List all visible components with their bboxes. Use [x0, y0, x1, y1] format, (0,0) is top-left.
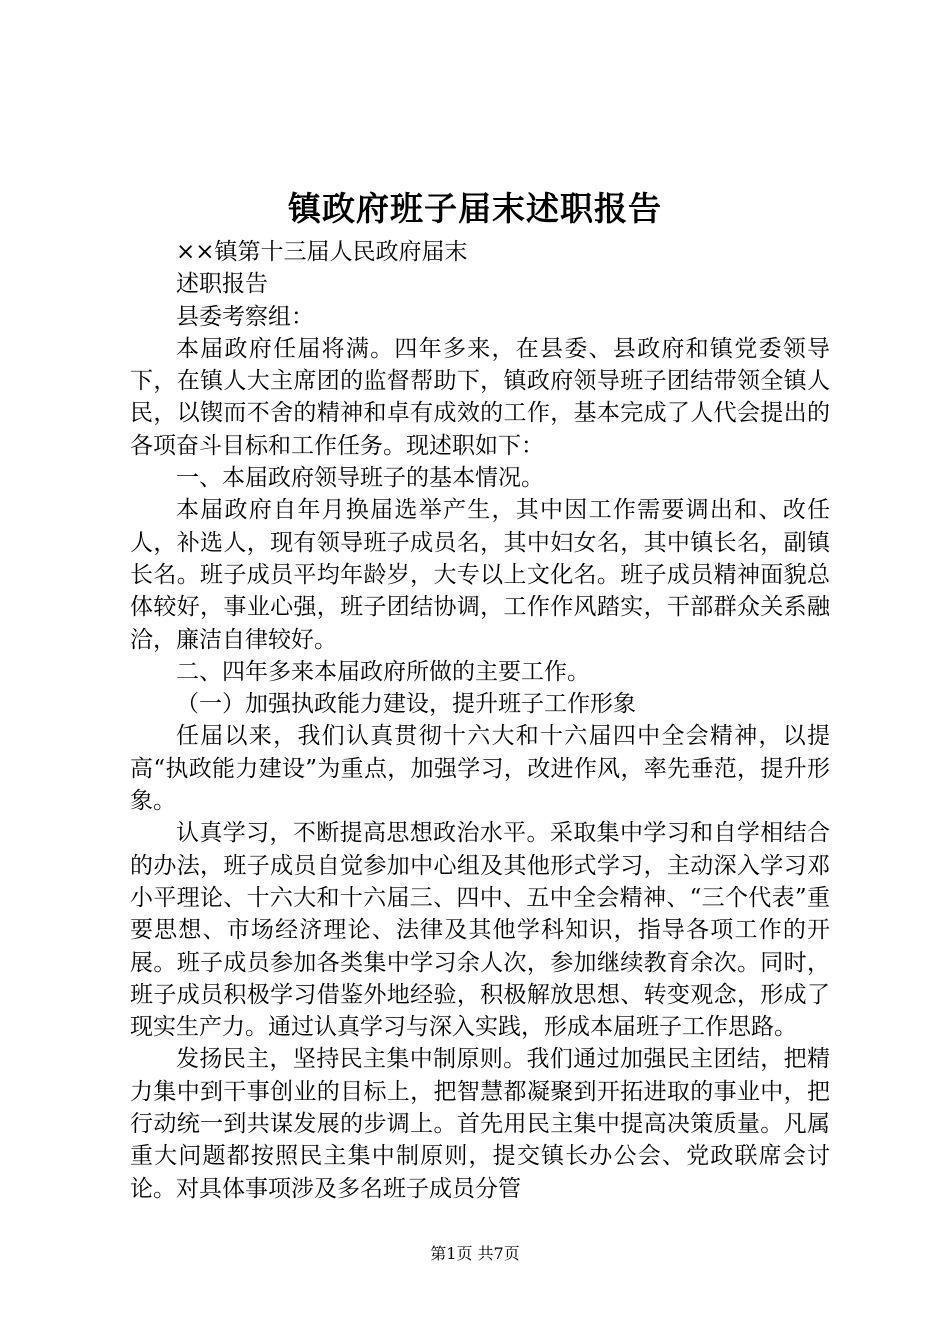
document-body: [130, 236, 830, 1205]
section-heading-2: 二、四年多来本届政府所做的主要工作。: [176, 658, 590, 685]
paragraph-intro: 本届政府任届将满。四年多来，在县委、县政府和镇党委领导下，在镇人大主席团的监督帮助下，镇政府领导班子团结带领全镇人民，以锲而不舍的精神和卓有成效的工作，基本完成了人代会提出的各项奋斗目标和工作任务。现述职如下：: [130, 335, 830, 459]
paragraph-basic-info: 本届政府自年月换届选举产生，其中因工作需要调出和、改任人，补选人，现有领导班子成员名，其中妇女名，其中镇长名，副镇长名。班子成员平均年龄岁，大专以上文化名。班子成员精神面貌总体较好，事业心强，班子团结协调，工作作风踏实，干部群众关系融洽，廉洁自律较好。: [130, 497, 830, 653]
subsection-heading-1: （一）加强执政能力建设，提升班子工作形象: [176, 691, 636, 718]
paragraph-header-line-1: ××镇第十三届人民政府届末: [176, 239, 468, 265]
paragraph-header-line-2: 述职报告: [176, 271, 268, 298]
page-footer: 第1页 共7页: [430, 1244, 520, 1263]
document-title: 镇政府班子届末述职报告: [288, 189, 662, 228]
paragraph-since-term: 任届以来，我们认真贯彻十六大和十六届四中全会精神，以提高“执政能力建设”为重点，加强学习，改进作风，率先垂范，提升形象。: [130, 723, 830, 815]
paragraph-study: 认真学习，不断提高思想政治水平。采取集中学习和自学相结合的办法，班子成员自觉参加中心组及其他形式学习，主动深入学习邓小平理论、十六大和十六届三、四中、五中全会精神、“三个代表”重要思想、市场经济理论、法律及其他学科知识，指导各项工作的开展。班子成员参加各类集中学习余人次，参加继续教育余次。同时，班子成员积极学习借鉴外地经验，积极解放思想、转变观念，形成了现实生产力。通过认真学习与深入实践，形成本届班子工作思路。: [130, 820, 830, 1041]
section-heading-1: 一、本届政府领导班子的基本情况。: [176, 465, 544, 492]
paragraph-salutation: 县委考察组：: [176, 303, 314, 330]
paragraph-democracy: 发扬民主，坚持民主集中制原则。我们通过加强民主团结，把精力集中到干事创业的目标上，把智慧都凝聚到开拓进取的事业中，把行动统一到共谋发展的步调上。首先用民主集中提高决策质量。凡属重大问题都按照民主集中制原则，提交镇长办公会、党政联席会讨论。对具体事项涉及多名班子成员分管: [130, 1046, 830, 1202]
